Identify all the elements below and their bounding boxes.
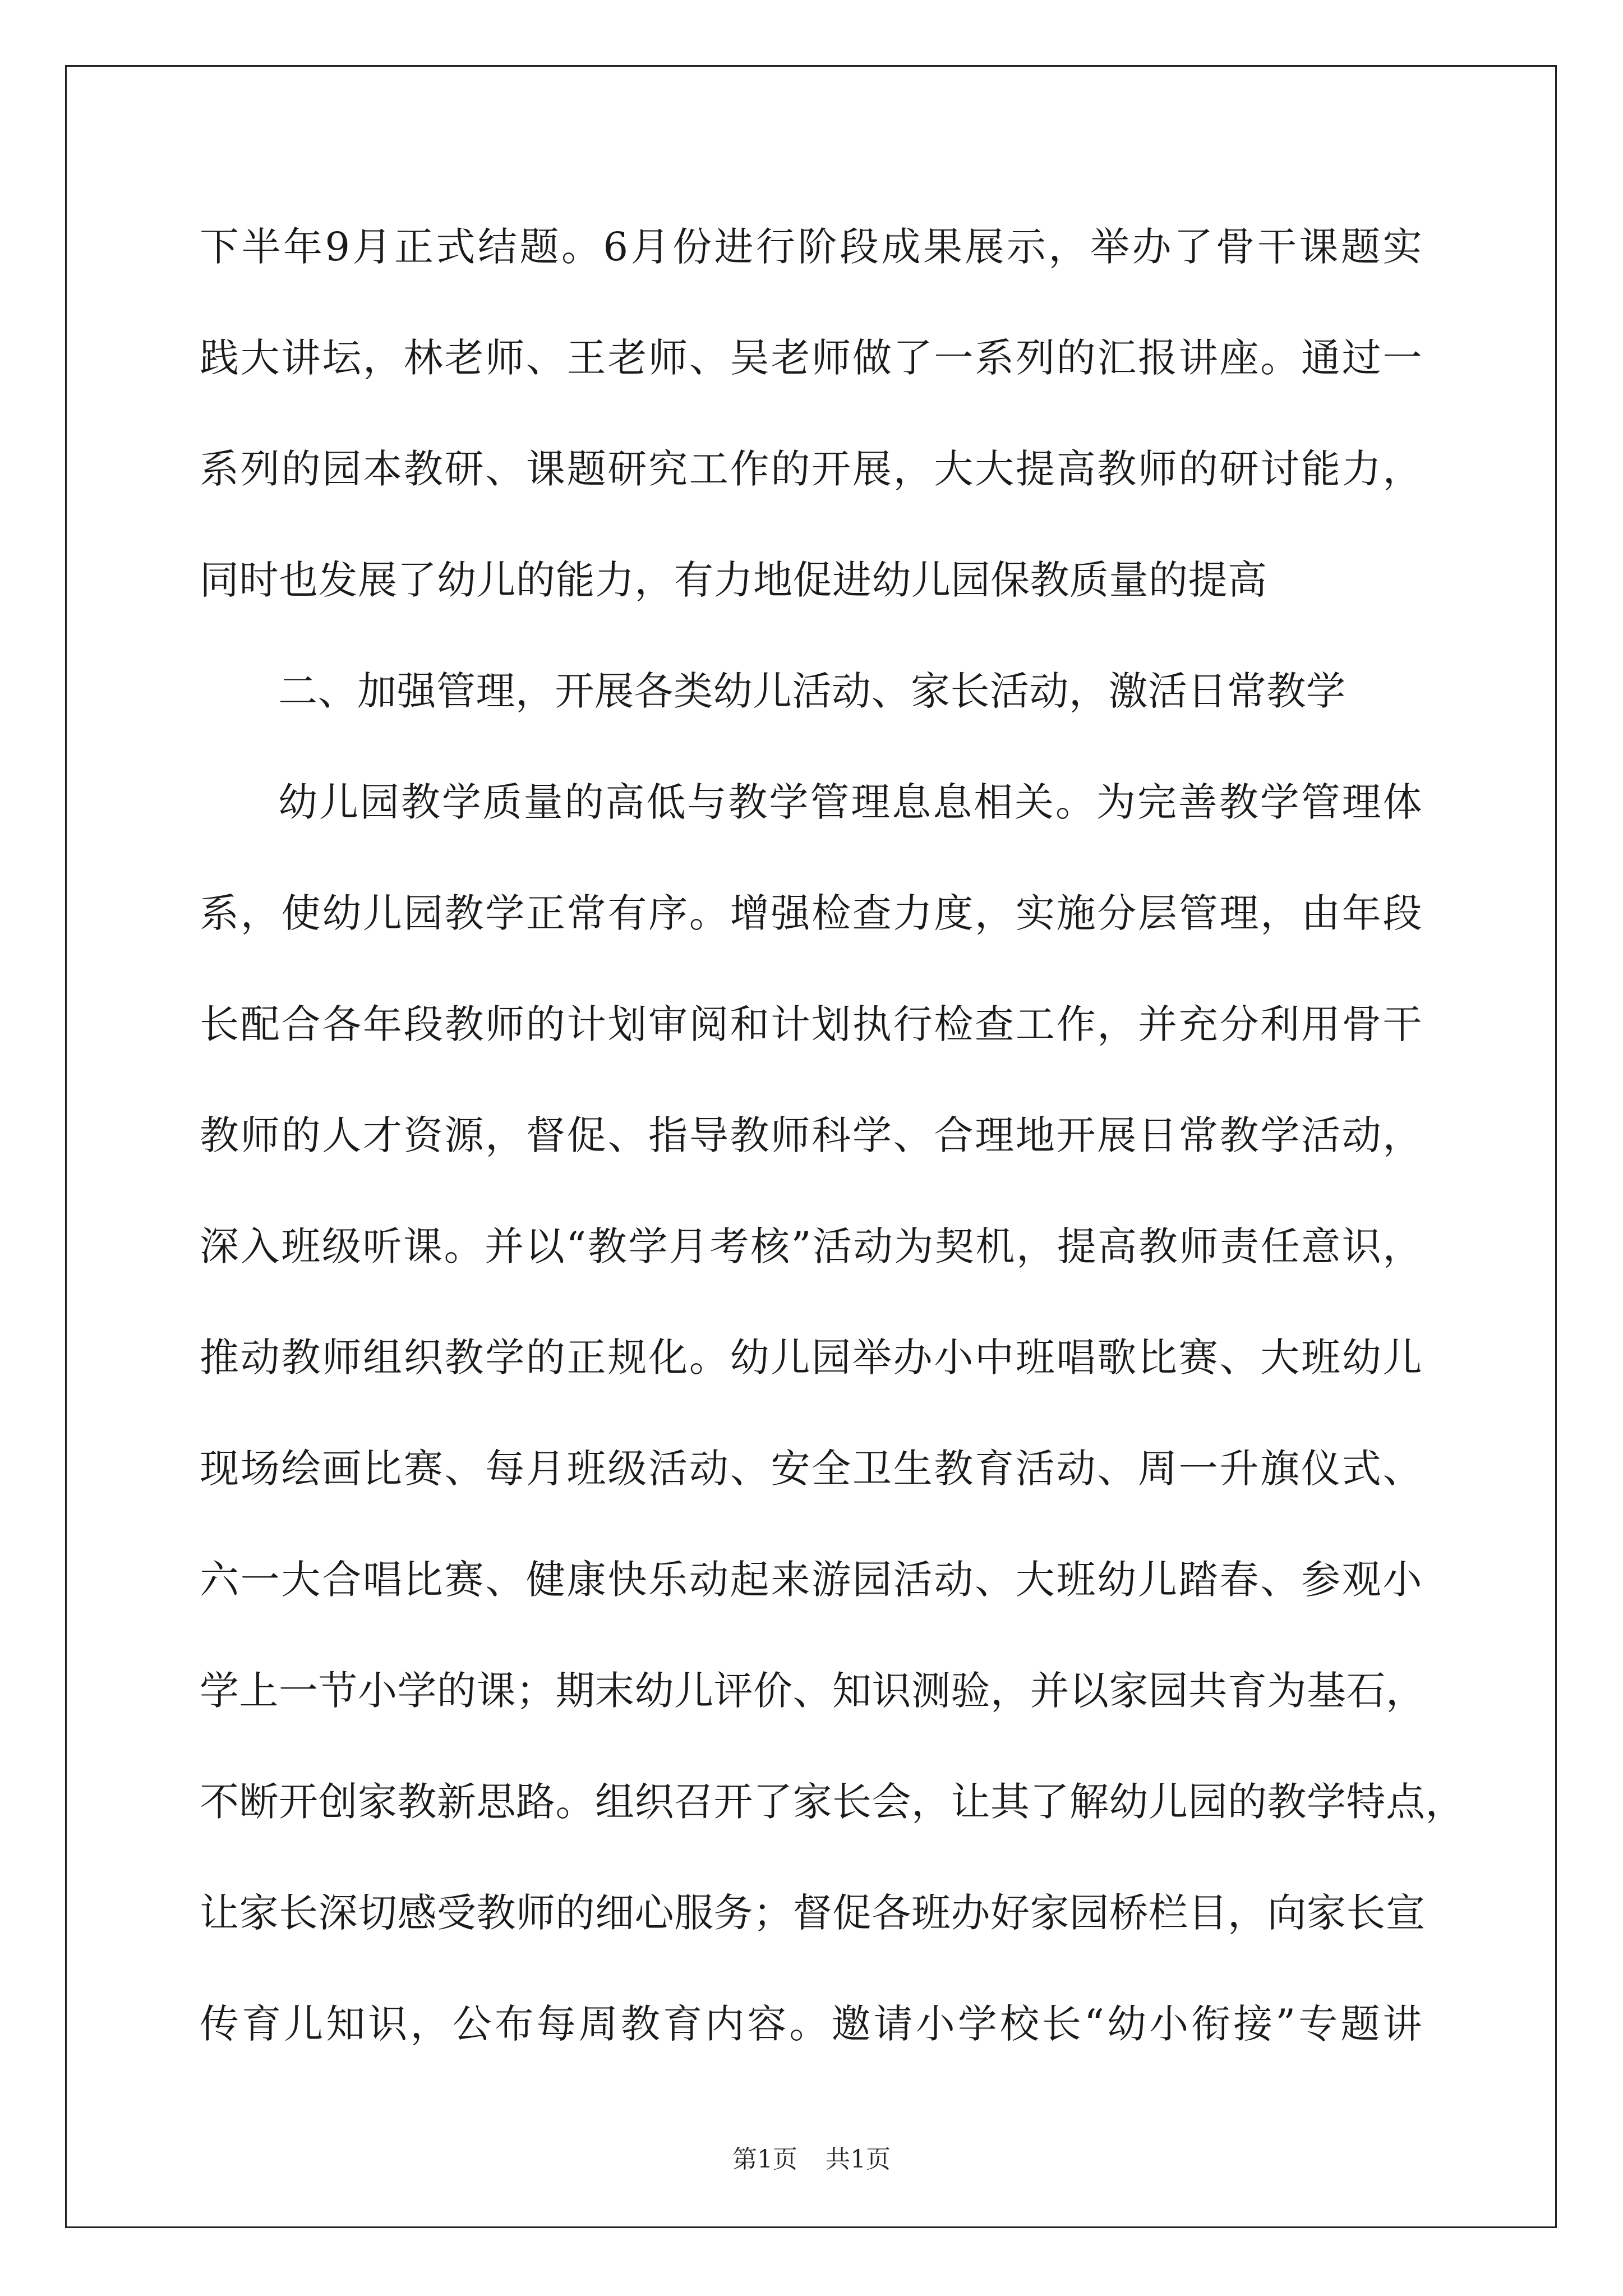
paragraph-line: 深入班级听课。并以“教学月考核”活动为契机，提高教师责任意识， [200,1223,1422,1269]
paragraph-line: 不断开创家教新思路。组织召开了家长会，让其了解幼儿园的教学特点， [200,1779,1465,1825]
paragraph-line: 同时也发展了幼儿的能力，有力地促进幼儿园保教质量的提高 [200,557,1267,603]
paragraph-line: 现场绘画比赛、每月班级活动、安全卫生教育活动、周一升旗仪式、 [200,1446,1422,1492]
paragraph-line: 传育儿知识，公布每周教育内容。邀请小学校长“幼小衔接”专题讲 [200,2001,1422,2047]
paragraph-line: 推动教师组织教学的正规化。幼儿园举办小中班唱歌比赛、大班幼儿 [200,1335,1422,1381]
page-total: 共1页 [826,2145,891,2174]
paragraph-line: 系，使幼儿园教学正常有序。增强检查力度，实施分层管理，由年段 [200,890,1422,936]
paragraph-line: 下半年9月正式结题。6月份进行阶段成果展示，举办了骨干课题实 [200,224,1422,270]
page-footer [0,2143,1623,2177]
paragraph-line: 践大讲坛，林老师、王老师、吴老师做了一系列的汇报讲座。通过一 [200,335,1422,381]
paragraph-line: 幼儿园教学质量的高低与教学管理息息相关。为完善教学管理体 [278,779,1422,825]
paragraph-line: 长配合各年段教师的计划审阅和计划执行检查工作，并充分利用骨干 [200,1001,1422,1047]
document-body [200,208,1465,2096]
paragraph-line: 让家长深切感受教师的细心服务；督促各班办好家园桥栏目，向家长宣 [200,1890,1426,1936]
page-number: 第1页 [732,2145,797,2174]
paragraph-line: 六一大合唱比赛、健康快乐动起来游园活动、大班幼儿踏春、参观小 [200,1557,1422,1603]
paragraph-line: 学上一节小学的课；期末幼儿评价、知识测验，并以家园共育为基石， [200,1668,1426,1714]
paragraph-line: 系列的园本教研、课题研究工作的开展，大大提高教师的研讨能力， [200,446,1422,492]
section-heading: 二、加强管理，开展各类幼儿活动、家长活动，激活日常教学 [278,668,1346,714]
paragraph-line: 教师的人才资源，督促、指导教师科学、合理地开展日常教学活动， [200,1112,1422,1158]
